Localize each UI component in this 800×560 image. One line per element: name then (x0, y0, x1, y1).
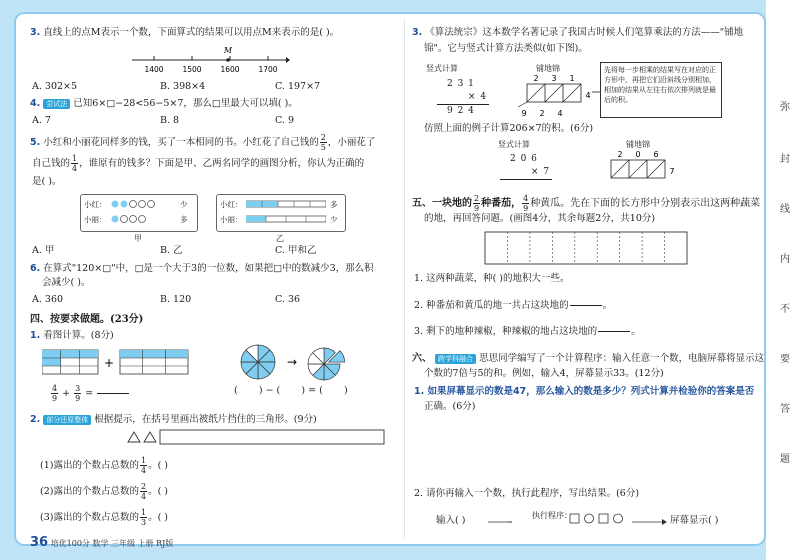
side-char: 内 (780, 254, 790, 265)
sec6-question-1 (414, 385, 754, 398)
circle-fractions (240, 340, 350, 384)
numerator: 4 (52, 384, 58, 393)
side-char: 不 (780, 304, 790, 315)
question-number: 3. (30, 27, 41, 38)
sub-question-1 (40, 456, 168, 475)
grid-digit: 0 (635, 150, 641, 159)
question-number: 4. (30, 98, 41, 109)
question-text: 锦"。它与竖式计算方法类似(如下图)。 (424, 43, 588, 54)
question-text: ，小丽花了 (327, 137, 376, 148)
tick-label: 1500 (182, 65, 202, 74)
land-outline (485, 232, 687, 264)
question-text: 正确。(6分) (424, 401, 476, 412)
numerator: 1 (140, 508, 147, 517)
sub-question-2 (40, 482, 168, 501)
vertical-row: × 7 (500, 166, 552, 180)
input-label[interactable]: 输入( ) (436, 515, 466, 526)
paper-cover (160, 430, 384, 444)
more-label: 多 (330, 200, 338, 209)
s4-question-1 (30, 329, 114, 342)
option-b: B. 乙 (160, 245, 183, 256)
denominator: 5 (320, 143, 326, 152)
question-5-line2 (32, 154, 364, 173)
sec5-sub-2: 2. 种番茄和黄瓜的地一共占这块地的 。 (414, 296, 612, 315)
pudijin-title: 铺地锦 (626, 140, 650, 149)
section-6-title (412, 352, 764, 365)
denominator: 4 (140, 492, 147, 501)
denominator: 9 (474, 204, 480, 213)
denominator: 4 (72, 164, 78, 173)
option-c: C. 甲和乙 (275, 245, 317, 256)
s4-question-2 (30, 413, 317, 426)
question-number: 5. (30, 137, 41, 148)
option-a: A. 7 (32, 115, 51, 126)
page-footer (30, 535, 173, 550)
section-number: 六、 (412, 353, 432, 364)
option-b: B. 398×4 (160, 81, 206, 92)
side-char: 题 (780, 454, 790, 465)
vertical-calc-title: 竖式计算 (426, 64, 458, 73)
grid-digit: 6 (653, 150, 659, 159)
question-text: 1. 如果屏幕显示的数是47，那么输入的数是多少？列式计算并检验你的答案是否 (414, 386, 755, 397)
grid-digit: 2 (533, 74, 539, 83)
binding-strip (766, 0, 800, 560)
question-text: 小红和小丽花同样多的钱，买了一本相同的书。小红花了自己钱的 (43, 137, 319, 148)
question-4 (30, 97, 298, 110)
fraction (140, 482, 147, 501)
dots-xiaoli (110, 214, 174, 224)
option-a: A. 302×5 (32, 81, 78, 92)
vertical-row: 2 3 1 (447, 79, 475, 89)
question-text: 是( )。 (32, 176, 62, 187)
question-text: (1)露出的个数占总数的 (40, 460, 139, 471)
numerator: 1 (72, 154, 78, 163)
question-text: 2. 种番茄和黄瓜的地一共占这块地的 (414, 300, 569, 311)
question-5 (30, 133, 375, 152)
vertical-calc-title: 竖式计算 (498, 140, 530, 149)
answer-fraction[interactable] (570, 296, 602, 315)
option-a: A. 360 (32, 294, 64, 305)
right-question-3 (412, 26, 743, 39)
less-label: 少 (330, 215, 338, 224)
column-divider (404, 20, 405, 538)
denominator: 3 (140, 518, 147, 527)
method-tag: 部分还原整体 (43, 415, 91, 425)
grid-digit: 9 (521, 109, 527, 118)
denominator: 9 (75, 394, 81, 403)
numerator: 1 (140, 456, 147, 465)
more-label: 多 (180, 215, 188, 224)
axis-label-m: M (223, 46, 233, 55)
question-text: 种黄瓜。先在下面的长方形中分别表示出这两种蔬菜 (530, 198, 761, 209)
denominator: 4 (140, 466, 147, 475)
pudijin-grid-blank[interactable] (596, 148, 682, 182)
pie-answer-blanks[interactable]: ( ) − ( ) = ( ) (234, 385, 348, 396)
less-label: 少 (180, 200, 188, 209)
sec5-sub-3: 3. 剩下的地种辣椒，种辣椒的地占这块地的 。 (414, 322, 641, 341)
arrow-icon: → (287, 355, 298, 369)
answer-blank[interactable]: 。( ) (148, 486, 168, 497)
option-b: B. 120 (160, 294, 192, 305)
fraction (522, 194, 529, 213)
tick-label: 1700 (258, 65, 278, 74)
answer-fraction[interactable] (97, 384, 129, 403)
sub-question-3 (40, 508, 168, 527)
side-char: 要 (780, 354, 790, 365)
question-text: 根据提示，在括号里画出被纸片挡住的三角形。(9分) (94, 414, 317, 425)
grid-digit: 3 (551, 74, 557, 83)
xiaoli-label: 小丽： (220, 215, 243, 224)
bar-xiaohong (246, 199, 326, 209)
answer-blank[interactable]: 。( ) (148, 460, 168, 471)
task-text: 仿照上面的例子计算206×7的积。(6分) (424, 123, 594, 134)
question-number: 6. (30, 263, 41, 274)
numerator: 2 (320, 133, 326, 142)
question-text: 五、一块地的 (412, 198, 472, 209)
section-5-title (412, 194, 760, 213)
option-c: C. 36 (275, 294, 301, 305)
question-text: (2)露出的个数占总数的 (40, 486, 139, 497)
question-number: 1. (30, 330, 41, 341)
point-m (226, 58, 230, 62)
option-a: A. 甲 (32, 245, 55, 256)
vertical-row: × 4 (437, 91, 489, 105)
side-char: 封 (780, 154, 790, 165)
numerator: 3 (75, 384, 81, 393)
question-text: 《算法统宗》这本数学名著记录了我国古时候人们笔算乘法的方法——"铺地 (425, 27, 744, 38)
question-text: 直线上的点M表示一个数，下面算式的结果可以用点M来表示的是( )。 (43, 27, 340, 38)
question-text: 在算式"120×□"中，□是一个大于3的一位数，如果把□中的数减少3，那么积 (43, 263, 374, 274)
caption-yi: 乙 (276, 234, 284, 243)
side-char: 线 (780, 204, 790, 215)
output-label[interactable]: 屏幕显示( ) (670, 515, 719, 526)
tick-label: 1600 (220, 65, 240, 74)
program-flow (488, 508, 668, 530)
grid-digit: 4 (585, 91, 591, 100)
question-text: 个数的7倍与5的和。例如，输入4，屏幕显示33。(12分) (424, 368, 664, 379)
section-4-title: 四、按要求做题。(23分) (30, 314, 144, 325)
numerator: 2 (140, 482, 147, 491)
fraction (320, 133, 327, 152)
explanation-note: 先将每一步相乘的结果写在对应的正方形中，再把它们沿斜线分别相加，相加的结果从左往右依次排列就是最后的积。 (600, 62, 722, 118)
caption-jia: 甲 (134, 234, 142, 243)
denominator: 9 (52, 394, 58, 403)
question-text: 3. 剩下的地种辣椒，种辣椒的地占这块地的 (414, 326, 598, 337)
covered-triangles (126, 429, 386, 445)
pudijin-grid (512, 72, 598, 122)
question-3 (30, 26, 339, 39)
xiaohong-label: 小红： (84, 200, 107, 209)
answer-blank[interactable]: 。( ) (148, 512, 168, 523)
fraction (473, 194, 480, 213)
question-text: 会减少( )。 (42, 277, 91, 288)
fraction (71, 154, 78, 173)
plus-sign: + (103, 356, 115, 370)
question-text: 思思同学编写了一个计算程序：输入任意一个数，电脑屏幕将显示这 (479, 353, 765, 364)
number-line (130, 44, 290, 76)
grid-digit: 2 (617, 150, 623, 159)
option-b: B. 8 (160, 115, 180, 126)
equals-sign: = (85, 388, 94, 399)
denominator: 9 (523, 204, 529, 213)
sec5-sub-1: 1. 这两种蔬菜，种( )的地积大一些。 (414, 273, 570, 284)
option-c: C. 197×7 (275, 81, 321, 92)
side-char: 答 (780, 404, 790, 415)
method-tag: 尝试法 (43, 99, 70, 109)
fraction-bars (42, 346, 192, 378)
land-rectangle[interactable] (484, 230, 690, 268)
grid-digit: 4 (557, 109, 563, 118)
question-text: 自己钱的 (32, 158, 71, 169)
sec6-question-2: 2. 请你再输入一个数，执行此程序，写出结果。(6分) (414, 488, 640, 499)
vertical-row: 9 2 4 (447, 106, 475, 116)
question-text: 种番茄， (481, 198, 522, 209)
question-number: 3. (412, 27, 423, 38)
exec-label: 执行程序： (532, 511, 572, 520)
xiaoli-label: 小丽： (84, 215, 107, 224)
fraction (51, 384, 58, 403)
vertical-row: 2 0 6 (510, 154, 538, 164)
question-number: 2. (30, 414, 41, 425)
bar-xiaoli (246, 214, 326, 224)
question-text: (3)露出的个数占总数的 (40, 512, 139, 523)
plus-sign: + (62, 388, 71, 399)
fraction (74, 384, 81, 403)
grid-digit: 2 (539, 109, 545, 118)
question-6 (30, 262, 374, 275)
pudijin-title: 铺地锦 (536, 64, 560, 73)
side-char: 弥 (780, 102, 790, 113)
option-c: C. 9 (275, 115, 295, 126)
page-number: 36 (30, 535, 49, 550)
question-text: ，谁原有的钱多？下面是甲、乙两名同学的画图分析，你认为正确的 (79, 158, 365, 169)
xiaohong-label: 小红： (220, 200, 243, 209)
answer-fraction[interactable] (598, 322, 630, 341)
method-tag: 跨学科融合 (435, 354, 476, 364)
fraction (140, 508, 147, 527)
grid-digit: 1 (569, 74, 575, 83)
numerator: 4 (523, 194, 529, 203)
grid-digit: 7 (669, 167, 675, 176)
tick-label: 1400 (144, 65, 164, 74)
question-text: 已知6×□−28<56−5×7，那么□里最大可以填( )。 (73, 98, 298, 109)
dots-xiaohong (110, 199, 174, 209)
fraction-equation (50, 384, 130, 403)
fraction (140, 456, 147, 475)
question-text: 的地，再回答问题。(画图4分，其余每题2分，共10分) (424, 213, 656, 224)
footer-text: 培优100分 数学 三年级 上册 RJ版 (50, 539, 174, 548)
numerator: 2 (474, 194, 480, 203)
question-text: 看图计算。(8分) (43, 330, 114, 341)
